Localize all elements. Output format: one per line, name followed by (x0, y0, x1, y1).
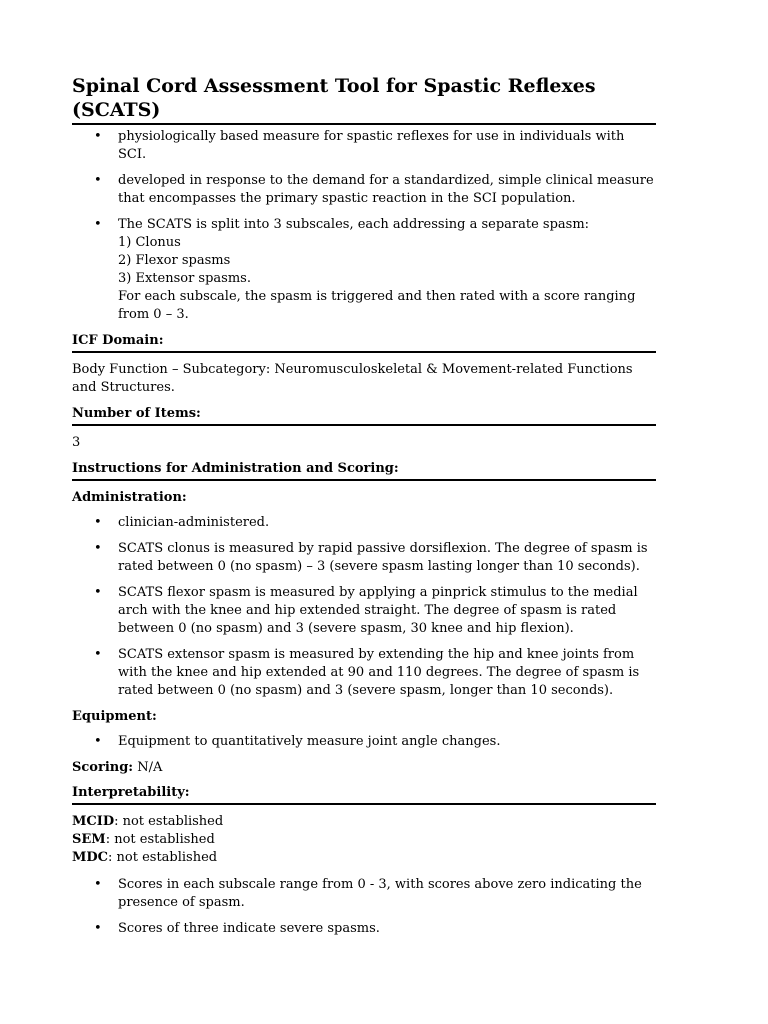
administration-heading: Administration: (72, 490, 187, 505)
interpretability-heading: Interpretability: (72, 784, 656, 805)
metrics-block (72, 813, 656, 867)
scoring-line (72, 759, 656, 777)
subscale-clonus: 1) Clonus (118, 235, 181, 250)
metric-value: : not established (114, 814, 224, 829)
list-item: • Scores in each subscale range from 0 - 3, with scores above zero indicating the presence of spasm. (72, 876, 656, 912)
list-item: • SCATS flexor spasm is measured by applying a pinprick stimulus to the medial arch with the knee and hip extended straight. The degree of spasm is rated between 0 (no spasm) and 3 (severe spasm, 30 knee and hip flexion). (72, 584, 656, 638)
equipment-list (72, 733, 656, 751)
metric-mcid (72, 813, 656, 831)
list-item: • Scores of three indicate severe spasms. (72, 920, 656, 938)
administration-list (72, 514, 656, 700)
number-of-items-heading: Number of Items: (72, 405, 656, 426)
list-item: • developed in response to the demand for a standardized, simple clinical measure that encompasses the primary spastic reaction in the SCI population. (72, 172, 656, 208)
intro-list (72, 128, 656, 324)
list-item: • physiologically based measure for spastic reflexes for use in individuals with SCI. (72, 128, 656, 164)
metric-label: MDC (72, 850, 109, 865)
number-of-items-value: 3 (72, 435, 81, 450)
scoring-value: N/A (133, 760, 163, 775)
icf-domain-heading: ICF Domain: (72, 332, 656, 353)
equipment-heading: Equipment: (72, 709, 157, 724)
scoring-label: Scoring: (72, 760, 134, 775)
subscales-lead: • The SCATS is split into 3 subscales, each addressing a separate spasm: (118, 217, 590, 232)
metric-value: : not established (108, 850, 218, 865)
subscale-extensor: 3) Extensor spasms. (118, 271, 251, 286)
metric-label: MCID (72, 814, 115, 829)
metric-mdc (72, 849, 656, 867)
list-item: • Equipment to quantitatively measure joint angle changes. (72, 733, 656, 751)
list-item: • SCATS extensor spasm is measured by extending the hip and knee joints from with the knee and hip extended at 90 and 110 degrees. The degree of spasm is rated between 0 (no spasm) and 3 (severe spasm, longer than 10 seconds). (72, 646, 656, 700)
subscale-flexor: 2) Flexor spasms (118, 253, 231, 268)
instructions-heading: Instructions for Administration and Scoring: (72, 460, 656, 481)
list-item: • clinician-administered. (72, 514, 656, 532)
icf-domain-text: Body Function – Subcategory: Neuromusculoskeletal & Movement-related Functions and Structures. (72, 362, 633, 395)
metric-label: SEM (72, 832, 106, 847)
subscales-item (72, 216, 656, 324)
document-body (72, 74, 656, 938)
list-item: • SCATS clonus is measured by rapid passive dorsiflexion. The degree of spasm is rated between 0 (no spasm) – 3 (severe spasm lasting longer than 10 seconds). (72, 540, 656, 576)
subscales-lines (118, 216, 656, 324)
metric-sem (72, 831, 656, 849)
interpretability-list (72, 876, 656, 938)
page-title: Spinal Cord Assessment Tool for Spastic Reflexes (SCATS) (72, 74, 656, 125)
subscales-tail: For each subscale, the spasm is triggered and then rated with a score ranging from 0 – 3. (118, 289, 636, 322)
metric-value: : not established (105, 832, 215, 847)
